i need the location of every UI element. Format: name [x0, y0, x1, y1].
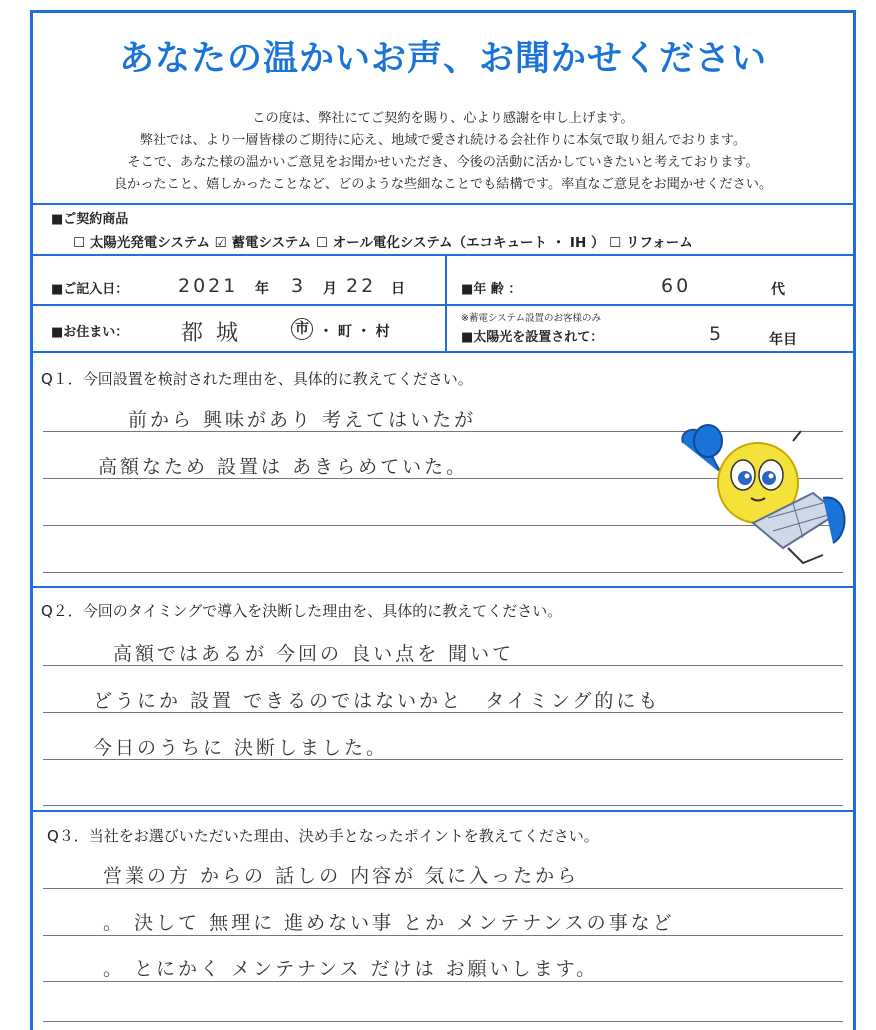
checkbox-reform[interactable]: ☐	[609, 235, 622, 251]
intro-text	[33, 108, 853, 196]
mascot-shine	[769, 474, 774, 479]
q2-question: Q２．今回のタイミングで導入を決断した理由を、具体的に教えてください。	[41, 602, 563, 620]
answer-line	[43, 1021, 843, 1022]
intro-line: 良かったこと、嬉しかったことなど、どのような些細なことでも結構です。率直なご意見をお聞かせください。	[113, 177, 773, 192]
entry-date-label: ■ご記入日：	[51, 282, 129, 297]
mascot-pupil	[762, 471, 776, 485]
divider	[33, 254, 853, 256]
divider	[33, 304, 853, 306]
answer-line	[43, 981, 843, 982]
products-row	[73, 231, 693, 251]
q3-question: Q３．当社をお選びいただいた理由、決め手となったポイントを教えてください。	[47, 827, 599, 845]
mascot-pupil	[738, 471, 752, 485]
solar-value: 5	[709, 323, 725, 345]
product-all-electric-label: オール電化システム（エコキュート ・ IH ）	[332, 235, 605, 251]
checkbox-storage[interactable]: ☑	[214, 235, 227, 251]
q1-answer-line: 前から 興味があり 考えてはいたが	[128, 409, 477, 431]
q3-answer-line: 。 決して 無理に 進めない事 とか メンテナンスの事など	[103, 912, 675, 934]
products-heading: ■ご契約商品	[51, 212, 129, 227]
mascot-illustration	[673, 423, 853, 573]
entry-month: 3	[291, 275, 307, 297]
mascot-leg	[788, 548, 823, 563]
checkbox-all-electric[interactable]: ☐	[315, 235, 328, 251]
mascot-antenna	[793, 431, 801, 441]
answer-line	[43, 935, 843, 936]
answer-line	[43, 805, 843, 806]
address-label: ■お住まい：	[51, 325, 129, 340]
checkbox-solar[interactable]: ☐	[73, 235, 86, 251]
intro-line: この度は、弊社にてご契約を賜り、心より感謝を申し上げます。	[252, 111, 634, 126]
q2-answer-line: 今日のうちに 決断しました。	[93, 737, 389, 759]
page-title: あなたの温かいお声、お聞かせください	[118, 39, 767, 79]
survey-sheet	[30, 10, 856, 1030]
mascot-shine	[745, 474, 750, 479]
age-label: ■年 齢 ：	[461, 282, 522, 297]
product-storage-label: 蓄電システム	[231, 235, 312, 251]
address-rest: ・ 町 ・ 村	[319, 324, 390, 340]
entry-year: 2021	[178, 275, 239, 297]
divider	[445, 254, 447, 351]
answer-line	[43, 888, 843, 889]
q1-question: Q１．今回設置を検討された理由を、具体的に教えてください。	[41, 370, 473, 388]
mascot-hand	[694, 425, 722, 457]
divider	[33, 351, 853, 353]
q3-answer-line: 営業の方 からの 話しの 内容が 気に入ったから	[103, 865, 580, 887]
q1-answer-line: 高額なため 設置は あきらめていた。	[98, 456, 469, 478]
solar-note: ※蓄電システム設置のお客様のみ	[461, 313, 602, 324]
day-unit: 日	[391, 281, 405, 297]
divider	[33, 586, 853, 588]
product-reform-label: リフォーム	[625, 235, 693, 251]
divider	[33, 810, 853, 812]
q2-answer-line: 高額ではあるが 今回の 良い点を 聞いて	[113, 643, 515, 665]
q3-answer-line: 。 とにかく メンテナンス だけは お願いします。	[103, 958, 599, 980]
product-solar-label: 太陽光発電システム	[89, 235, 210, 251]
divider	[33, 203, 853, 205]
age-unit: 代	[771, 282, 785, 298]
solar-unit: 年目	[769, 332, 797, 348]
solar-label: ■太陽光を設置されて：	[461, 330, 604, 345]
month-unit: 月	[323, 281, 337, 297]
year-unit: 年	[255, 281, 269, 297]
age-value: 60	[661, 275, 692, 297]
entry-day: 22	[346, 275, 377, 297]
q2-answer-line: どうにか 設置 できるのではないかと タイミング的にも	[93, 690, 661, 712]
intro-line: そこで、あなた様の温かいご意見をお聞かせいただき、今後の活動に活かしていきたいと考えております。	[127, 155, 759, 170]
address-city: 都 城	[181, 321, 241, 346]
intro-line: 弊社では、より一層皆様のご期待に応え、地域で愛され続ける会社作りに本気で取り組んでおります。	[139, 133, 747, 148]
city-circled: 市	[291, 318, 313, 340]
